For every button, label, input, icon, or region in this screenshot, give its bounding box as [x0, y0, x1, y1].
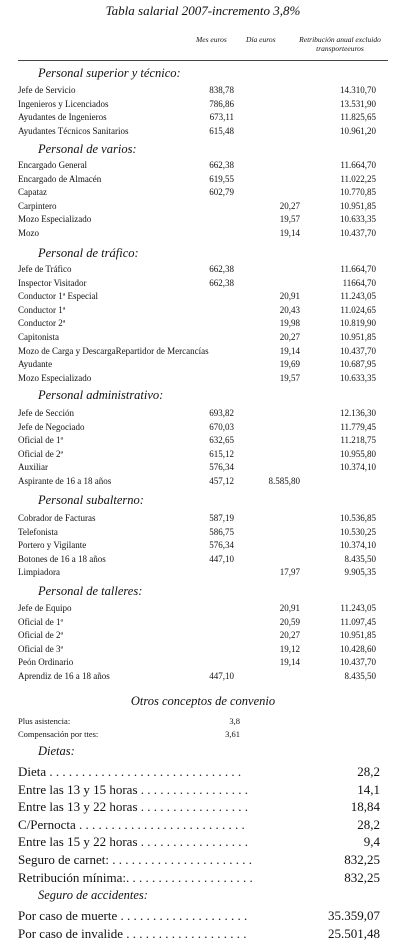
table-row — [0, 174, 406, 188]
seguro-name: Por caso de invalide . . . . . . . . . . . . . . . . . . . — [18, 926, 247, 941]
table-row — [0, 630, 406, 644]
other-concepts-title: Otros conceptos de convenio — [130, 694, 276, 708]
row-dia-value: 17,97 — [279, 567, 300, 578]
row-anual-value: 12.136,30 — [340, 408, 376, 418]
row-anual-value: 14.310,70 — [340, 85, 376, 95]
dieta-name: Entre las 13 y 22 horas . . . . . . . . . . . . . . . . . — [18, 799, 249, 815]
table-row — [0, 617, 406, 631]
other-concept-value: 3,8 — [229, 716, 240, 726]
dieta-value: 28,2 — [357, 764, 380, 779]
table-row — [0, 99, 406, 113]
row-anual-value: 10.374,10 — [340, 540, 376, 551]
table-row — [0, 305, 406, 319]
table-row — [0, 264, 406, 278]
table-row — [0, 228, 406, 242]
row-dia-value: 19,14 — [279, 228, 300, 238]
row-name: Oficial de 1ª — [18, 616, 63, 627]
row-dia-value: 20,27 — [279, 332, 300, 342]
row-name: Ayudantes de Ingenieros — [18, 112, 107, 123]
row-anual-value: 8.435,50 — [344, 671, 376, 681]
row-anual-value: 10.536,85 — [340, 513, 376, 523]
row-dia-value: 19,98 — [279, 318, 300, 329]
row-anual-value: 10.770,85 — [340, 187, 376, 198]
row-mes-value: 662,38 — [209, 264, 234, 274]
row-name: Oficial de 2ª — [18, 630, 63, 641]
dieta-row — [0, 764, 406, 782]
dietas-title: Dietas: — [38, 744, 75, 758]
row-dia-value: 20,59 — [279, 616, 300, 627]
row-anual-value: 11.664,70 — [340, 264, 376, 274]
column-header-anual-line2: transporteeuros — [316, 44, 364, 53]
row-mes-value: 576,34 — [209, 462, 234, 473]
row-anual-value: 11.022,25 — [340, 173, 376, 184]
row-anual-value: 10.530,25 — [340, 526, 376, 537]
table-row — [0, 422, 406, 436]
dieta-name: Seguro de carnet: . . . . . . . . . . . . . . . . . . . . . . — [18, 852, 252, 867]
dieta-row — [0, 782, 406, 800]
row-name: Botones de 16 a 18 años — [18, 553, 106, 564]
table-row — [0, 540, 406, 554]
row-anual-value: 10.819,90 — [340, 318, 376, 329]
row-dia-value: 19,57 — [279, 372, 300, 383]
row-mes-value: 670,03 — [209, 421, 234, 432]
row-dia-value: 20,91 — [279, 603, 300, 613]
row-anual-value: 10.428,60 — [340, 643, 376, 654]
row-mes-value: 447,10 — [209, 671, 234, 681]
dieta-name: Retribución mínima:. . . . . . . . . . . . . . . . . . . . — [18, 869, 253, 885]
row-name: Inspector Visitador — [18, 277, 87, 288]
table-row — [0, 476, 406, 490]
table-row — [0, 373, 406, 387]
table-row — [0, 332, 406, 346]
row-name: Jefe de Servicio — [18, 85, 76, 95]
seguro-name: Por caso de muerte . . . . . . . . . . . . . . . . . . . . — [18, 908, 248, 923]
row-anual-value: 10.951,85 — [340, 332, 376, 342]
row-dia-value: 20,91 — [279, 291, 300, 302]
row-anual-value: 10.437,70 — [340, 345, 376, 356]
row-name: Jefe de Tráfico — [18, 264, 72, 274]
row-name: Oficial de 1ª — [18, 435, 63, 446]
table-row — [0, 291, 406, 305]
row-mes-value: 576,34 — [209, 540, 234, 551]
dieta-name: Entre las 13 y 15 horas . . . . . . . . . . . . . . . . . — [18, 781, 249, 797]
row-anual-value: 11.097,45 — [340, 616, 376, 627]
row-anual-value: 11.218,75 — [340, 435, 376, 446]
dieta-value: 9,4 — [363, 834, 380, 850]
table-row — [0, 554, 406, 568]
row-name: Mozo — [18, 228, 39, 238]
row-anual-value: 11.024,65 — [340, 304, 376, 315]
table-row — [0, 513, 406, 527]
row-anual-value: 11.243,05 — [340, 291, 376, 302]
row-name: Jefe de Sección — [18, 408, 74, 418]
dieta-name: C/Pernocta . . . . . . . . . . . . . . . . . . . . . . . . . . — [18, 816, 245, 832]
dieta-row — [0, 817, 406, 835]
row-mes-value: 447,10 — [209, 553, 234, 564]
row-anual-value: 9.905,35 — [344, 567, 376, 578]
row-dia-value: 19,14 — [279, 345, 300, 356]
row-anual-value: 10.687,95 — [340, 359, 376, 370]
seguro-row — [0, 926, 406, 944]
table-row — [0, 435, 406, 449]
table-row — [0, 318, 406, 332]
row-dia-value: 20,27 — [279, 200, 300, 211]
column-header-dia: Día euros — [246, 35, 276, 44]
row-dia-value: 19,69 — [279, 359, 300, 370]
table-row — [0, 671, 406, 685]
row-anual-value: 11.243,05 — [340, 603, 376, 613]
row-name: Ayudante — [18, 359, 53, 370]
row-name: Jefe de Negociado — [18, 421, 85, 432]
row-name: Conductor 2ª — [18, 318, 66, 329]
row-name: Telefonista — [18, 526, 58, 537]
row-anual-value: 10.951,85 — [340, 200, 376, 211]
table-row — [0, 527, 406, 541]
table-row — [0, 346, 406, 360]
row-mes-value: 615,12 — [209, 448, 234, 459]
column-headers — [0, 33, 406, 63]
document-title: Tabla salarial 2007-incremento 3,8% — [105, 3, 301, 18]
dieta-value: 832,25 — [344, 852, 380, 867]
row-name: Ingenieros y Licenciados — [18, 98, 109, 109]
row-dia-value: 19,12 — [279, 643, 300, 654]
row-name: Aprendiz de 16 a 18 años — [18, 671, 110, 681]
seguro-value: 35.359,07 — [328, 908, 380, 923]
dieta-value: 14,1 — [357, 781, 380, 797]
row-dia-value: 8.585,80 — [268, 476, 300, 486]
row-mes-value: 838,78 — [209, 85, 234, 95]
row-dia-value: 19,57 — [279, 214, 300, 225]
section-title: Personal administrativo: — [38, 388, 164, 402]
dieta-row — [0, 834, 406, 852]
row-mes-value: 662,38 — [209, 277, 234, 288]
row-name: Encargado General — [18, 160, 88, 170]
row-anual-value: 8.435,50 — [344, 553, 376, 564]
row-mes-value: 786,86 — [209, 98, 234, 109]
dieta-value: 832,25 — [344, 869, 380, 885]
section-title: Personal de talleres: — [38, 584, 143, 598]
row-name: Capitonista — [18, 332, 59, 342]
row-name: Carpintero — [18, 200, 57, 211]
row-mes-value: 586,75 — [209, 526, 234, 537]
table-row — [0, 408, 406, 422]
dieta-value: 18,84 — [350, 799, 380, 815]
row-anual-value: 10.951,85 — [340, 630, 376, 641]
row-dia-value: 20,43 — [279, 304, 300, 315]
table-row — [0, 126, 406, 140]
section-title: Personal de varios: — [38, 142, 137, 156]
other-concept-value: 3,61 — [225, 728, 240, 739]
column-header-mes: Mes euros — [196, 35, 227, 44]
row-mes-value: 693,82 — [209, 408, 234, 418]
row-name: Mozo Especializado — [18, 214, 92, 225]
table-row — [0, 201, 406, 215]
row-anual-value: 10.437,70 — [340, 228, 376, 238]
row-dia-value: 19,14 — [279, 657, 300, 668]
section-title: Personal superior y técnico: — [38, 66, 181, 80]
row-name: Peón Ordinario — [18, 657, 74, 668]
dieta-name: Dieta . . . . . . . . . . . . . . . . . . . . . . . . . . . . . . — [18, 764, 242, 779]
table-row — [0, 160, 406, 174]
row-mes-value: 662,38 — [209, 160, 234, 170]
row-name: Portero y Vigilante — [18, 540, 87, 551]
row-anual-value: 11.779,45 — [340, 421, 376, 432]
row-mes-value: 615,48 — [209, 125, 234, 136]
seguro-value: 25.501,48 — [328, 926, 380, 941]
row-name: Jefe de Equipo — [18, 603, 72, 613]
table-row — [0, 85, 406, 99]
other-concept-name: Compensación por ttes: — [18, 728, 99, 739]
table-row — [0, 462, 406, 476]
dieta-name: Entre las 15 y 22 horas . . . . . . . . . . . . . . . . . — [18, 834, 249, 850]
table-row — [0, 644, 406, 658]
table-row — [0, 449, 406, 463]
dieta-row — [0, 852, 406, 870]
table-row — [0, 603, 406, 617]
column-header-anual — [290, 35, 390, 53]
row-mes-value: 619,55 — [209, 173, 234, 184]
dieta-row — [0, 870, 406, 888]
table-row — [0, 657, 406, 671]
table-row — [0, 187, 406, 201]
row-name: Capataz — [18, 187, 47, 198]
row-anual-value: 10.633,35 — [340, 214, 376, 225]
dieta-row — [0, 799, 406, 817]
table-row — [0, 567, 406, 581]
dieta-value: 28,2 — [357, 816, 380, 832]
row-mes-value: 673,11 — [209, 112, 234, 123]
section-title: Personal subalterno: — [38, 493, 144, 507]
table-row — [0, 214, 406, 228]
row-anual-value: 11664,70 — [342, 277, 376, 288]
table-row — [0, 112, 406, 126]
row-dia-value: 20,27 — [279, 630, 300, 641]
column-header-anual-line1: Retribución anual excluido — [299, 35, 381, 44]
row-mes-value: 587,19 — [209, 513, 234, 523]
other-concept-name: Plus asistencia: — [18, 716, 71, 726]
seguro-row — [0, 908, 406, 926]
row-name: Conductor 1ª Especial — [18, 291, 98, 302]
table-row — [0, 359, 406, 373]
row-name: Conductor 1ª — [18, 304, 66, 315]
header-divider — [18, 60, 388, 61]
row-name: Encargado de Almacén — [18, 173, 102, 184]
seguro-title: Seguro de accidentes: — [38, 888, 148, 902]
row-mes-value: 457,12 — [209, 476, 234, 486]
row-anual-value: 10.633,35 — [340, 372, 376, 383]
other-concept-row — [0, 716, 406, 729]
row-anual-value: 11.825,65 — [340, 112, 376, 123]
row-mes-value: 632,65 — [209, 435, 234, 446]
row-name: Mozo de Carga y DescargaRepartidor de Mercancías — [18, 345, 209, 356]
row-name: Cobrador de Facturas — [18, 513, 96, 523]
row-anual-value: 10.961,20 — [340, 125, 376, 136]
row-anual-value: 13.531,90 — [340, 98, 376, 109]
table-row — [0, 278, 406, 292]
row-name: Limpiadora — [18, 567, 60, 578]
row-name: Aspirante de 16 a 18 años — [18, 476, 112, 486]
row-name: Auxiliar — [18, 462, 48, 473]
row-name: Oficial de 3ª — [18, 643, 63, 654]
row-name: Ayudantes Técnicos Sanitarios — [18, 125, 129, 136]
row-name: Mozo Especializado — [18, 372, 92, 383]
row-anual-value: 10.437,70 — [340, 657, 376, 668]
other-concept-row — [0, 729, 406, 742]
row-anual-value: 10.374,10 — [340, 462, 376, 473]
row-anual-value: 11.664,70 — [340, 160, 376, 170]
row-name: Oficial de 2ª — [18, 448, 63, 459]
row-anual-value: 10.955,80 — [340, 448, 376, 459]
row-mes-value: 602,79 — [209, 187, 234, 198]
section-title: Personal de tráfico: — [38, 246, 139, 260]
